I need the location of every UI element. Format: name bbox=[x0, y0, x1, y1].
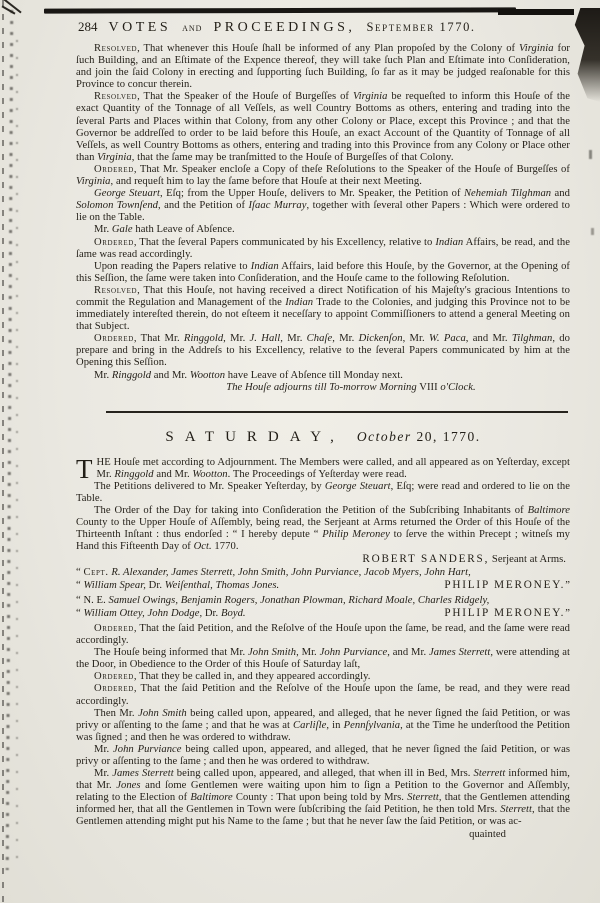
text-column bbox=[76, 19, 570, 841]
scan-artifact-top-bar bbox=[44, 7, 516, 13]
adjournment-line: The Houſe adjourns till To-morrow Morning VIII o'Clock. bbox=[226, 381, 476, 393]
section-heading-date: October 20, 1770. bbox=[356, 428, 481, 444]
paragraph: The Order of the Day for taking into Conſideration the Petition of the Subſcribing Inhabitants of Baltimore County to the Upper Houſe of Aſſembly, being read, the Serjeant at Arms returned the Order of this Houſe of the Thirteenth Inſtant : thus endorſed : “ I hereby depute “ Philip Meroney to ſerve the within Precept ; witneſs my Hand this Fifteenth Day of Oct. 1770. bbox=[76, 505, 570, 553]
catchword: quainted bbox=[469, 828, 506, 840]
scan-artifact-right-edge bbox=[589, 150, 592, 159]
petition-names-signature-row bbox=[76, 579, 570, 592]
paragraph: Ordered, That the ſaid Petition and the Reſolve of the Houſe upon the ſame, be read, and they were read accordingly. bbox=[76, 683, 570, 707]
petition-names-line: “ Cept. R. Alexander, James Sterrett, John Smith, John Purviance, Jacob Myers, John Hart, bbox=[76, 566, 471, 578]
running-head-date bbox=[366, 20, 475, 35]
running-head-title: VOTES bbox=[108, 20, 172, 35]
paragraph: The Houſe being informed that Mr. John Smith, Mr. John Purviance, and Mr. James Sterrett, were attending at the Door, in Obedience to the Order of this Houſe of Saturday laſt, bbox=[76, 647, 570, 671]
scan-artifact-top-bar-right bbox=[498, 9, 574, 15]
opening-paragraph-text: HE Houſe met according to Adjournment. The Members were called, and all appeared as on Yeſterday, except Mr. Ringgold and Mr. Wootton. The Proceedings of Yeſterday were read. bbox=[96, 456, 570, 480]
signature: PHILIP MERONEY.” bbox=[444, 578, 570, 591]
running-head-and: and bbox=[182, 22, 203, 34]
scan-artifact-binding-edge bbox=[6, 10, 14, 870]
paragraph: Resolved, That whenever this Houſe ſhall be informed of any Plan propoſed by the Colony of Virginia for ſuch Building, and an Eſtimate of the Expence thereof, they will take ſuch Plan and Eſtimate into Conſideration, and join the ſaid Colony in erecting and ſupporting ſuch Building, ſo far as it may be judged reaſonable for this Province to concur therein. bbox=[76, 43, 571, 91]
paragraph: George Steuart, Eſq; from the Upper Houſe, delivers to Mr. Speaker, the Petition of Nehemiah Tilghman and Solomon Townſend, and the Petition of Iſaac Murray, together with ſeveral other Papers : Which were ordered to lie on the Table. bbox=[76, 188, 570, 224]
running-head-month: September bbox=[366, 20, 435, 34]
running-head-title: PROCEEDINGS, bbox=[213, 20, 356, 35]
paragraph: Mr. Gale hath Leave of Abſence. bbox=[94, 224, 235, 236]
paragraph: The Petitions delivered to Mr. Speaker Yeſterday, by George Steuart, Eſq; were read and ordered to lie on the Table. bbox=[76, 480, 570, 504]
paragraph: Upon reading the Papers relative to Indian Affairs, laid before this Houſe, by the Governor, at the Opening of this Seſſion, the ſame were taken into Conſideration, and the Houſe came to the following Reſolution. bbox=[76, 260, 571, 284]
signature-line: ROBERT SANDERS, Serjeant at Arms. bbox=[362, 553, 566, 566]
paragraph: Resolved, That this Houſe, not having received a direct Notification of his Majeſty's gracious Intentions to commit the Regulation and Management of the Indian Trade to the Colonies, and judging this Province not to be immediately intereſted therein, do not eſteem it neceſſary to appoint Commiſſioners to attend a general Meeting on that Subject. bbox=[76, 284, 571, 333]
opening-paragraph bbox=[76, 453, 570, 484]
signature: PHILIP MERONEY.” bbox=[444, 606, 570, 619]
paragraph: Ordered, That Mr. Ringgold, Mr. J. Hall, Mr. Chaſe, Mr. Dickenſon, Mr. W. Paca, and Mr. Tilghman, do prepare and bring in the Addreſs to his Excellency, relative to the ſeveral Papers communicated by him at the Opening this Seſſion. bbox=[76, 333, 570, 369]
section-divider-rule bbox=[106, 411, 568, 413]
petition-names-line: “ N. E. Samuel Owings, Benjamin Rogers, Jonathan Plowman, Richard Moale, Charles Ridgely, bbox=[76, 594, 490, 606]
scan-artifact-right-edge bbox=[591, 228, 594, 235]
scan-artifact-binding-edge bbox=[16, 40, 18, 860]
section-heading bbox=[76, 428, 570, 446]
petition-names-line: “ William Spear, Dr. Weiſenthal, Thomas Jones. bbox=[76, 579, 280, 591]
paragraph: Mr. Ringgold and Mr. Wootton have Leave of Abſence till Monday next. bbox=[94, 369, 404, 381]
paragraph: Then Mr. John Smith being called upon, appeared, and alleged, that he never ſigned the ſaid Petition, or was privy or aſſenting to the ſame ; and that he was at Carliſle, in Pennſylvania, at the Time he underſtood the Petition was ſigned ; and then he was ordered to withdraw. bbox=[76, 707, 571, 743]
petition-names-line: “ William Ottey, John Dodge, Dr. Boyd. bbox=[76, 607, 246, 619]
paragraph: Ordered, That the ſeveral Papers communicated by his Excellency, relative to Indian Affairs, be read, and the ſame was read accordingly. bbox=[76, 236, 570, 260]
running-head bbox=[78, 19, 570, 36]
drop-cap: T bbox=[76, 453, 93, 484]
paragraph: Ordered, That the ſaid Petition, and the Reſolve of the Houſe upon the ſame, be read, and the ſame were read accordingly. bbox=[76, 622, 570, 647]
paragraph: Ordered, That Mr. Speaker encloſe a Copy of theſe Reſolutions to the Speaker of the Houſe of Burgeſſes of Virginia, and requeſt him to lay the ſame before that Houſe at their next Meeting. bbox=[76, 163, 570, 188]
running-head-year: 1770. bbox=[439, 20, 476, 34]
scan-artifact-binding-edge bbox=[2, 0, 4, 903]
paragraph: Ordered, That they be called in, and they appeared accordingly. bbox=[94, 671, 371, 683]
scan-artifact-corner-right bbox=[572, 8, 600, 102]
paragraph: Mr. James Sterrett being called upon, appeared, and alleged, that when ill in Bed, Mrs. Sterrett informed him, that Mr. Jones and ſome Gentlemen were waiting upon him to ſign a Petition to the Governor and Aſſembly, relating to the Election of Baltimore County : That upon being told by Mrs. Sterrett, that the Gentlemen attending informed her, that all the Gentlemen in Town were ſubſcribing the ſaid Petition, he then told Mrs. Sterrett, that the Gentlemen attending might put his Name to the ſame ; but that he never ſaw the ſaid Petition, or was ac- bbox=[76, 768, 570, 828]
paragraph: Resolved, That the Speaker of the Houſe of Burgeſſes of Virginia be requeſted to inform this Houſe of the exact Quantity of the Tonnage of all Veſſels, as well Country Bottoms as others, entering and trading into the ſeveral Parts and Places within that Colony, from any other Colony or Place, except this Province ; and that the Governor be addreſſed to order to be laid before this Houſe, an exact Account of the Quantity of Tonnage of all Veſſels, as well Country Bottoms as others, entering and trading into this Province from any Colony or Place other than Virginia, that the ſame may be tranſmitted to the Houſe of Burgeſſes of that Colony. bbox=[76, 91, 571, 163]
paragraph: Mr. John Purviance being called upon, appeared, and alleged, that he never ſigned the ſaid Petition, or was privy or aſſenting to the ſame ; and then he was ordered to withdraw. bbox=[76, 743, 571, 767]
section-heading-day: SATURDAY, bbox=[165, 428, 345, 445]
petition-names-signature-row bbox=[76, 607, 570, 620]
page-number: 284 bbox=[78, 19, 98, 34]
